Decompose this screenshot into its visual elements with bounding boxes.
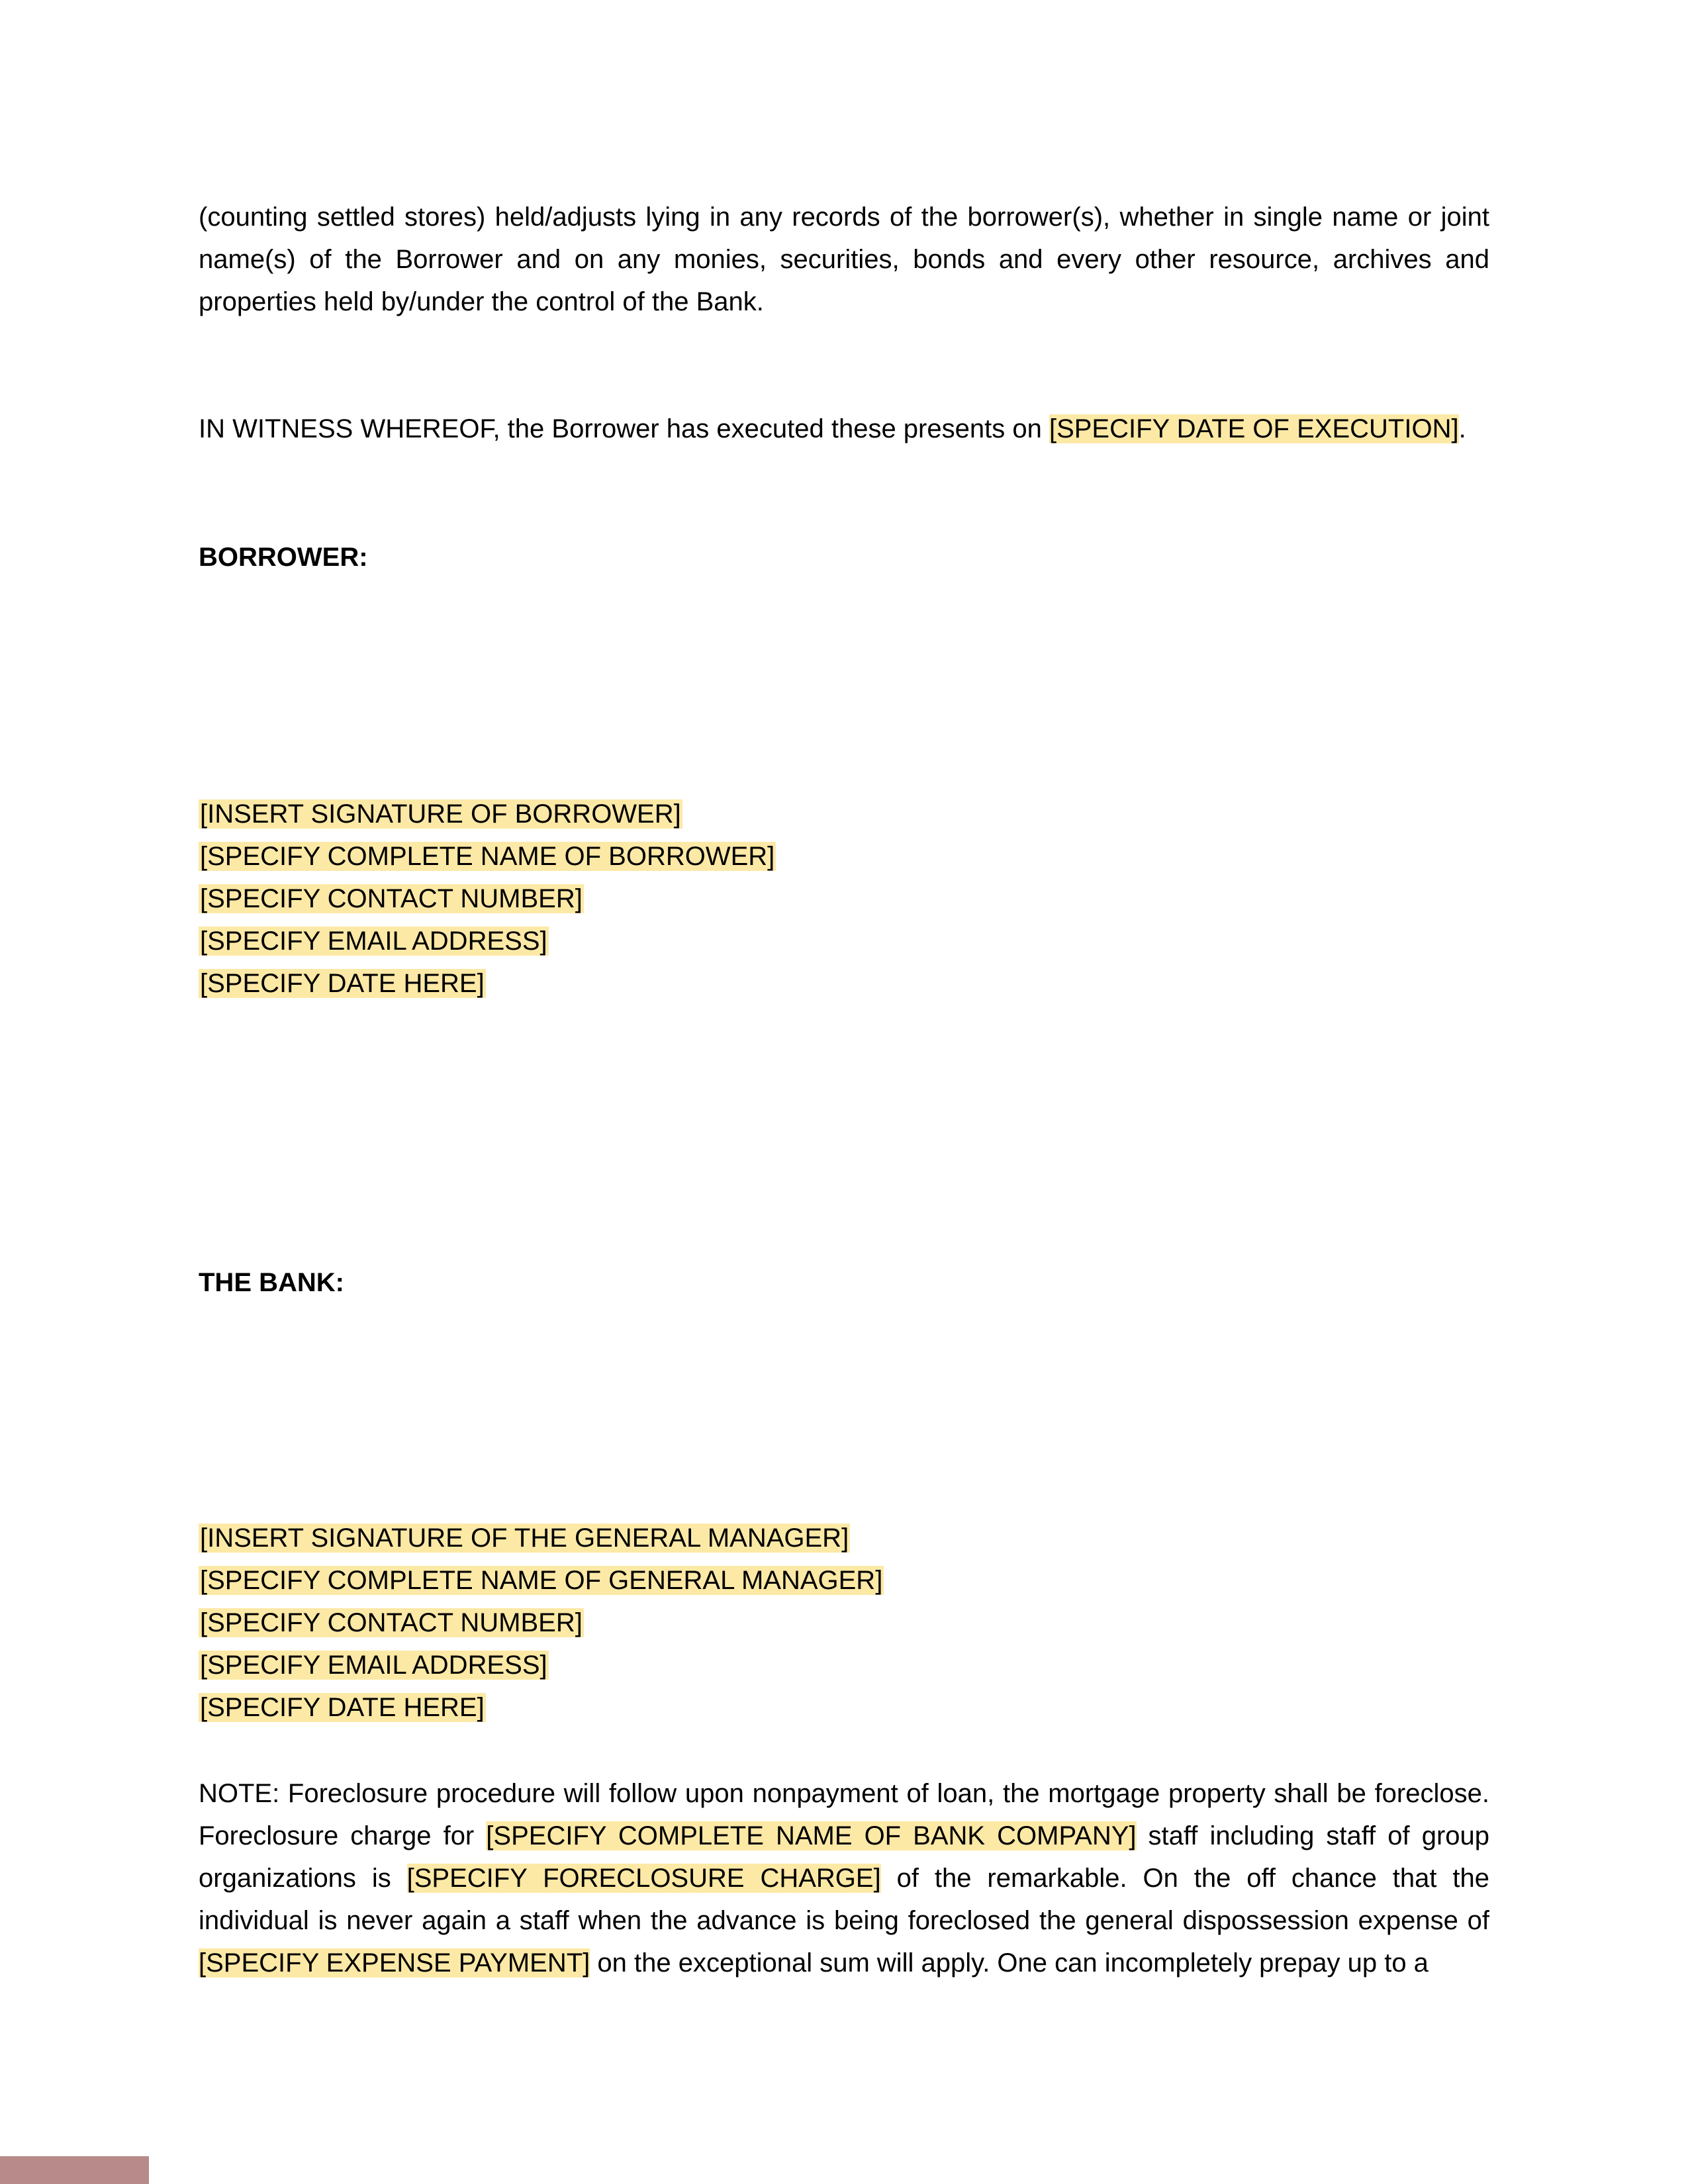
execution-date-placeholder[interactable]: [SPECIFY DATE OF EXECUTION] (1049, 414, 1459, 443)
bank-date-placeholder[interactable]: [SPECIFY DATE HERE] (200, 1693, 485, 1722)
bank-signature-block (199, 1517, 1489, 1729)
borrower-date-placeholder[interactable]: [SPECIFY DATE HERE] (200, 969, 485, 998)
bank-company-placeholder[interactable]: [SPECIFY COMPLETE NAME OF BANK COMPANY] (486, 1821, 1137, 1850)
note-text-4: on the exceptional sum will apply. One can incompletely prepay up to a (590, 1948, 1429, 1978)
bank-heading (199, 1261, 1489, 1304)
intro-paragraph-text: (counting settled stores) held/adjusts lying in any records of the borrower(s), whether in single name or joint name(s) of the Borrower and on any monies, securities, bonds and every other resource, archives and properties held by/under the control of the Bank. (199, 203, 1489, 316)
manager-name-placeholder[interactable]: [SPECIFY COMPLETE NAME OF GENERAL MANAGER] (200, 1566, 883, 1595)
borrower-name-placeholder[interactable]: [SPECIFY COMPLETE NAME OF BORROWER] (200, 842, 775, 871)
witness-suffix: . (1458, 414, 1466, 443)
borrower-heading-text: BORROWER: (199, 543, 368, 572)
note-text-1: NOTE: Foreclosure procedure will follow upon nonpayment of loan, the mortgage property shall be foreclose. Foreclosure charge for (199, 1779, 1489, 1850)
borrower-signature-placeholder[interactable]: [INSERT SIGNATURE OF BORROWER] (200, 799, 681, 829)
foreclosure-charge-placeholder[interactable]: [SPECIFY FORECLOSURE CHARGE] (406, 1864, 881, 1893)
bank-email-placeholder[interactable]: [SPECIFY EMAIL ADDRESS] (200, 1651, 547, 1680)
footer-accent-bar (0, 2156, 149, 2184)
borrower-email-placeholder[interactable]: [SPECIFY EMAIL ADDRESS] (200, 927, 547, 956)
note-paragraph (199, 1772, 1489, 1984)
intro-paragraph (199, 196, 1489, 323)
bank-heading-text: THE BANK: (199, 1268, 344, 1297)
note-text-3: of the remarkable. On the off chance that the individual is never again a staff when the advance is being foreclosed the general dispossession expense of (199, 1864, 1490, 1935)
borrower-signature-block (199, 793, 1489, 1005)
witness-prefix: IN WITNESS WHEREOF, the Borrower has executed these presents on (199, 414, 1049, 443)
manager-signature-placeholder[interactable]: [INSERT SIGNATURE OF THE GENERAL MANAGER] (200, 1524, 849, 1553)
witness-statement (199, 408, 1489, 450)
expense-payment-placeholder[interactable]: [SPECIFY EXPENSE PAYMENT] (199, 1948, 590, 1978)
borrower-heading (199, 536, 1489, 578)
note-text-2: staff including staff of group organizations is (199, 1821, 1489, 1893)
borrower-contact-placeholder[interactable]: [SPECIFY CONTACT NUMBER] (200, 884, 583, 913)
bank-contact-placeholder[interactable]: [SPECIFY CONTACT NUMBER] (200, 1608, 583, 1637)
